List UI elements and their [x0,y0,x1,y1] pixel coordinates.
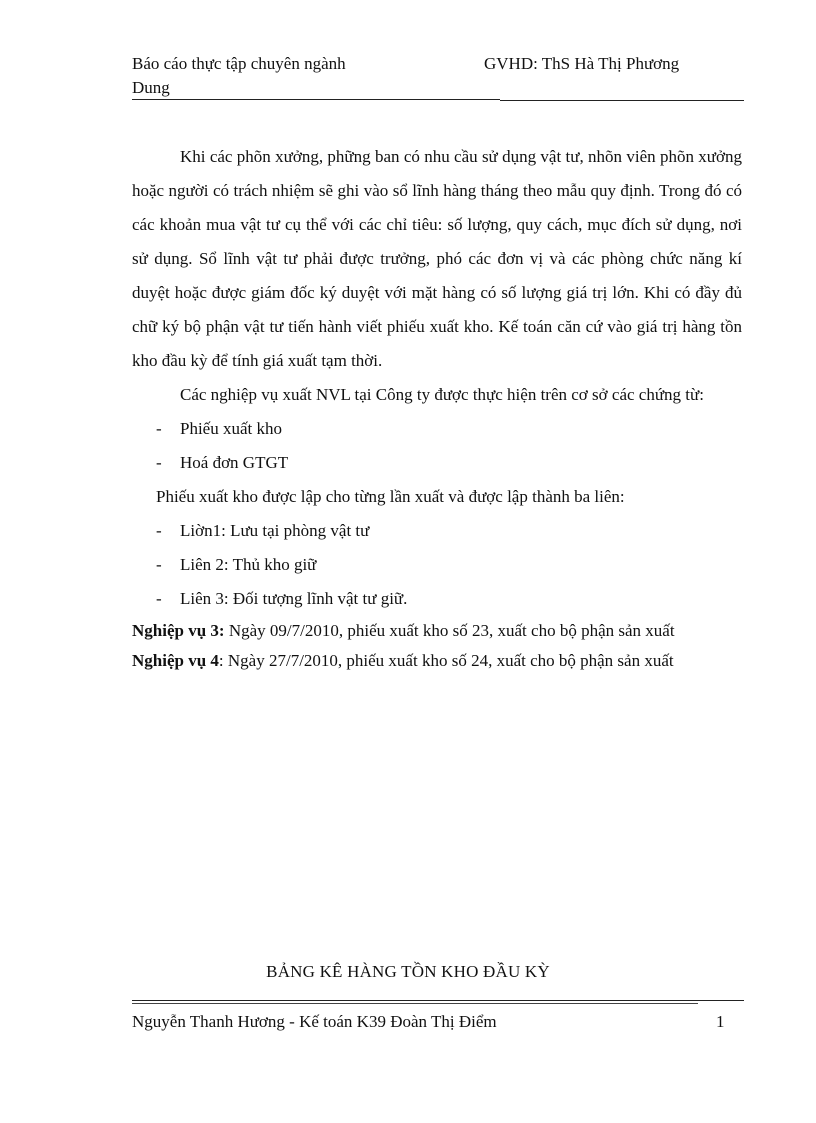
task-3-label: Nghiệp vụ 3: [132,621,225,640]
footer-author: Nguyễn Thanh Hương - Kế toán K39 Đoàn Thị Điểm [132,1012,497,1031]
paragraph-copies: Phiếu xuất kho được lập cho từng lần xuất và được lập thành ba liên: [156,487,625,506]
list-bullet: - [156,419,162,438]
list-item-text: Liờn1: Lưu tại phòng vật tư [180,521,370,540]
list-item-text: Hoá đơn GTGT [180,453,289,472]
list-item-text: Liên 3: Đối tượng lĩnh vật tư giữ. [180,589,408,608]
footer-divider [132,1000,698,1001]
list-item [132,514,742,548]
list-item [132,548,742,582]
header-divider-right [500,100,744,101]
header-title-line1: Báo cáo thực tập chuyên ngành [132,54,346,73]
page-header [132,52,744,104]
header-report-title [132,52,392,100]
list-bullet: - [156,589,162,608]
paragraph-source-documents: Các nghiệp vụ xuất NVL tại Công ty được thực hiện trên cơ sở các chứng từ: [180,385,704,404]
task-4-text: : Ngày 27/7/2010, phiếu xuất kho số 24, xuất cho bộ phận sản xuất [218,651,674,670]
main-content [132,140,742,676]
list-item [132,582,742,616]
list-bullet: - [156,555,162,574]
task-3-line [132,616,742,646]
list-bullet: - [156,521,162,540]
task-4-line [132,646,742,676]
list-item-text: Liên 2: Thủ kho giữ [180,555,317,574]
list-item [132,412,742,446]
list-item [132,446,742,480]
header-supervisor: GVHD: ThS Hà Thị Phương [484,54,680,73]
paragraph-issuance-procedure: Khi các phõn xưởng, phững ban có nhu cầu sử dụng vật tư, nhõn viên phõn xưởng hoặc người có trách nhiệm sẽ ghi vào sổ lĩnh hàng tháng theo mẫu quy định. Trong đó có các khoản mua vật tư cụ thể với các chỉ tiêu: số lượng, quy cách, mục đích sử dụng, nơi sử dụng. Sổ lĩnh vật tư phải được trưởng, phó các đơn vị và các phòng chức năng kí duyệt hoặc được giám đốc ký duyệt với mặt hàng có số lượng giá trị lớn. Khi có đầy đủ chữ ký bộ phận vật tư tiến hành viết phiếu xuất kho. Kế toán căn cứ vào giá trị hàng tồn kho đầu kỳ để tính giá xuất tạm thời. [132,147,742,370]
list-bullet: - [156,453,162,472]
footer-divider-right [698,1000,744,1001]
task-4-label: Nghiệp vụ 4 [132,651,219,670]
list-item-text: Phiếu xuất kho [180,419,282,438]
page-number: 1 [716,1012,725,1031]
table-title: BẢNG KÊ HÀNG TỒN KHO ĐẦU KỲ [266,962,550,981]
header-title-line2: Dung [132,78,170,97]
task-3-text: Ngày 09/7/2010, phiếu xuất kho số 23, xuất cho bộ phận sản xuất [224,621,675,640]
footer-divider-under [132,1003,698,1004]
header-divider-left [132,99,500,100]
